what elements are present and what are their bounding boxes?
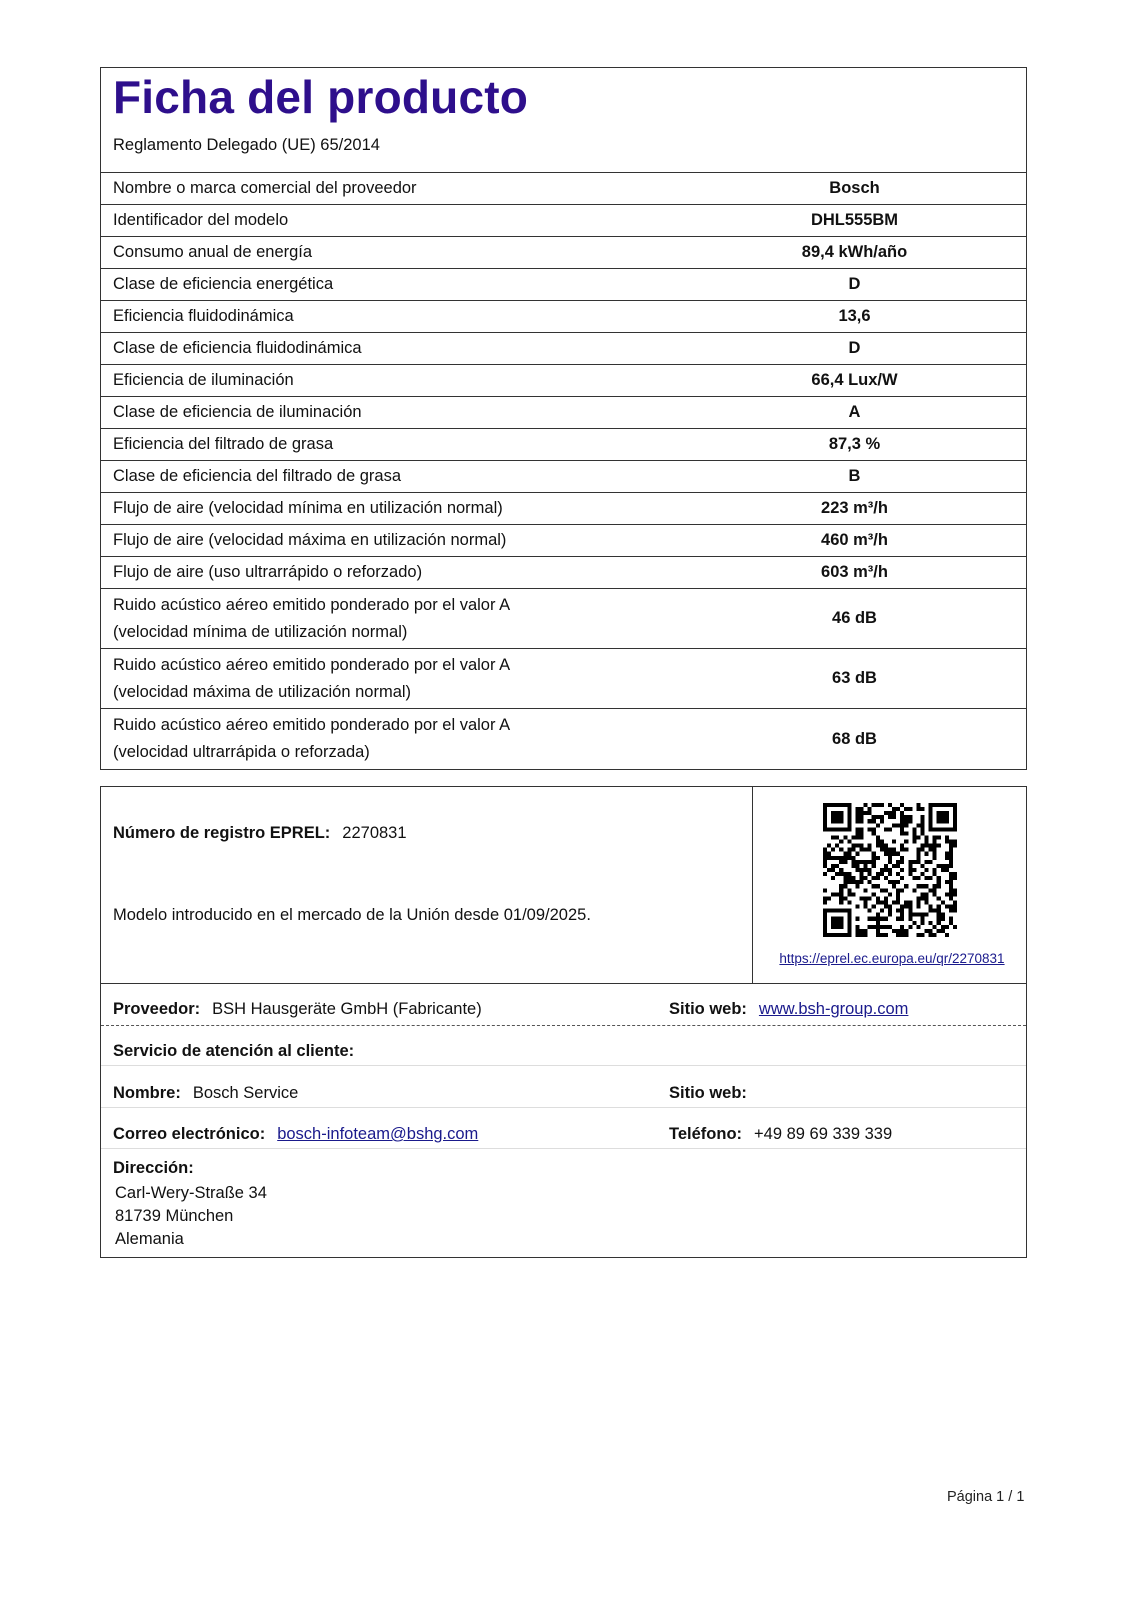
supplier-web-line (669, 1000, 908, 1019)
phone-label: Teléfono: (669, 1125, 743, 1143)
service-web-line (669, 1084, 759, 1103)
spec-label-line2: (velocidad mínima de utilización normal) (113, 622, 408, 641)
eprel-number: 2270831 (342, 824, 407, 842)
title-block (101, 68, 1026, 173)
row-divider (101, 1148, 1026, 1149)
spec-value: 223 m³/h (821, 499, 888, 517)
spec-row (101, 649, 1026, 709)
address-city: 81739 München (115, 1207, 234, 1225)
spec-label: Eficiencia fluidodinámica (113, 307, 294, 325)
spec-label: Clase de eficiencia energética (113, 275, 334, 293)
spec-row (101, 237, 1026, 269)
spec-label: Flujo de aire (velocidad mínima en utilización normal) (113, 499, 503, 517)
spec-label-line1: Ruido acústico aéreo emitido ponderado por el valor A (113, 655, 511, 674)
registration-top (101, 787, 1026, 984)
spec-value: 603 m³/h (821, 563, 888, 581)
supplier-line (113, 1000, 482, 1019)
spec-label: Clase de eficiencia fluidodinámica (113, 339, 362, 357)
spec-label (101, 589, 713, 648)
spec-value: 13,6 (838, 307, 871, 325)
page-title: Ficha del producto (113, 71, 529, 123)
page-number: Página 1 / 1 (947, 1489, 1025, 1505)
supplier-website-link[interactable]: www.bsh-group.com (758, 1000, 909, 1018)
spec-row (101, 173, 1026, 205)
spec-row (101, 429, 1026, 461)
address-street: Carl-Wery-Straße 34 (115, 1184, 267, 1202)
service-phone-line (669, 1125, 892, 1144)
product-sheet (100, 67, 1027, 770)
regulation-subtitle: Reglamento Delegado (UE) 65/2014 (113, 136, 380, 154)
email-label: Correo electrónico: (113, 1125, 266, 1143)
spec-row (101, 397, 1026, 429)
spec-label-line2: (velocidad ultrarrápida o reforzada) (113, 743, 370, 761)
market-date-text: Modelo introducido en el mercado de la Unión desde 01/09/2025. (113, 906, 591, 924)
eprel-registration (113, 824, 407, 843)
spec-label: Consumo anual de energía (113, 243, 313, 261)
spec-table (101, 173, 1026, 769)
spec-value: 460 m³/h (821, 531, 888, 549)
row-divider (101, 1065, 1026, 1066)
service-web-label: Sitio web: (669, 1084, 747, 1102)
spec-row (101, 557, 1026, 589)
spec-label: Identificador del modelo (113, 211, 289, 229)
spec-label (101, 709, 713, 769)
spec-row (101, 269, 1026, 301)
spec-row (101, 525, 1026, 557)
address-label: Dirección: (113, 1159, 194, 1177)
spec-label-line2: (velocidad máxima de utilización normal) (113, 682, 412, 701)
vertical-divider (752, 787, 753, 983)
spec-row (101, 709, 1026, 769)
spec-label: Eficiencia de iluminación (113, 371, 294, 389)
registration-panel (100, 786, 1027, 1258)
eprel-qr-link[interactable]: https://eprel.ec.europa.eu/qr/2270831 (779, 951, 1005, 966)
spec-label (101, 649, 713, 708)
spec-value: 89,4 kWh/año (801, 243, 908, 261)
spec-value: Bosch (829, 179, 880, 197)
supplier-web-label: Sitio web: (669, 1000, 747, 1018)
address-block (115, 1182, 267, 1251)
spec-value: DHL555BM (810, 211, 899, 229)
eprel-label: Número de registro EPREL: (113, 824, 331, 842)
spec-row (101, 205, 1026, 237)
service-name-label: Nombre: (113, 1084, 181, 1102)
spec-row (101, 461, 1026, 493)
service-name-line (113, 1084, 298, 1103)
spec-label-line1: Ruido acústico aéreo emitido ponderado por el valor A (113, 716, 511, 734)
spec-label-line1: Ruido acústico aéreo emitido ponderado por el valor A (113, 595, 511, 614)
spec-value: B (848, 467, 861, 485)
supplier-name: BSH Hausgeräte GmbH (Fabricante) (212, 1000, 482, 1018)
spec-value: D (848, 339, 861, 357)
spec-row (101, 365, 1026, 397)
qr-code-icon[interactable] (823, 803, 957, 937)
supplier-label: Proveedor: (113, 1000, 201, 1018)
dashed-divider (101, 1025, 1026, 1026)
spec-row (101, 589, 1026, 649)
service-email-line (113, 1125, 478, 1144)
spec-value: 66,4 Lux/W (811, 371, 898, 389)
spec-label: Nombre o marca comercial del proveedor (113, 179, 417, 197)
phone-number: +49 89 69 339 339 (754, 1125, 893, 1143)
email-link[interactable]: bosch-infoteam@bshg.com (277, 1125, 479, 1143)
address-country: Alemania (115, 1230, 184, 1248)
spec-value: 87,3 % (828, 435, 881, 453)
spec-value: D (848, 275, 861, 293)
address-heading (113, 1159, 206, 1178)
spec-row (101, 493, 1026, 525)
spec-value: A (848, 403, 861, 421)
spec-row (101, 333, 1026, 365)
spec-label: Flujo de aire (velocidad máxima en utilización normal) (113, 531, 507, 549)
spec-value: 68 dB (832, 729, 877, 748)
spec-label: Flujo de aire (uso ultrarrápido o reforzado) (113, 563, 423, 581)
row-divider (101, 1107, 1026, 1108)
spec-value: 46 dB (832, 609, 877, 627)
spec-value: 63 dB (832, 669, 877, 687)
spec-label: Eficiencia del filtrado de grasa (113, 435, 334, 453)
service-heading-label: Servicio de atención al cliente: (113, 1042, 355, 1060)
spec-label: Clase de eficiencia del filtrado de grasa (113, 467, 402, 485)
spec-label: Clase de eficiencia de iluminación (113, 403, 362, 421)
spec-row (101, 301, 1026, 333)
service-name: Bosch Service (192, 1084, 299, 1102)
service-heading (113, 1042, 366, 1061)
